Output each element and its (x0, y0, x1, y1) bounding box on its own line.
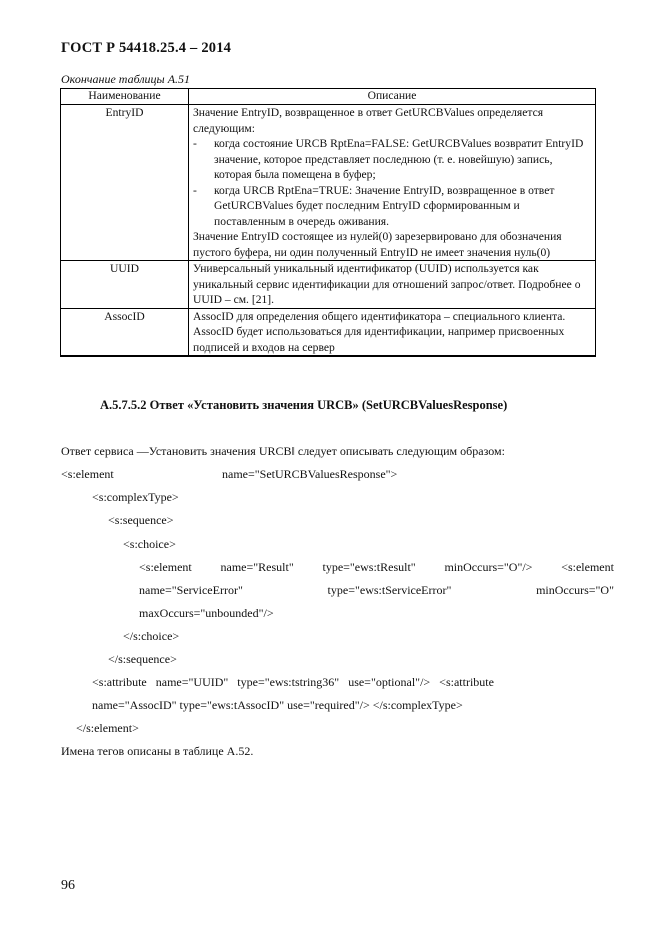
code-line: </s:choice> (123, 629, 180, 643)
table-header-row (61, 89, 596, 105)
code-line: <s:choice> (123, 537, 176, 551)
code-line: </s:element> (76, 721, 139, 735)
code-line: name="AssocID" type="ews:tAssocID" use="required"/> </s:complexType> (92, 698, 463, 712)
code-line: maxOccurs="unbounded"/> (139, 606, 274, 620)
row-name: AssocID (61, 308, 189, 356)
page-number: 96 (61, 878, 75, 893)
bullet-text: когда состояние URCB RptEna=FALSE: GetURCBValues возвратит EntryID значение, которое представляет последнюю (т. е. новейшую) запись, которая была помещена в буфер; (214, 137, 584, 181)
code-token: minOccurs="O" (536, 583, 614, 597)
column-header-name: Наименование (61, 89, 189, 105)
row-description: AssocID для определения общего идентификатора – специального клиента. AssocID будет использоваться для идентификации, например присвоенных подписей и входов на сервер (189, 308, 596, 356)
description-intro: Значение EntryID, возвращенное в ответ GetURCBValues определяется следующим: (193, 106, 544, 135)
code-line: </s:sequence> (108, 652, 177, 666)
code-line: <s:attribute name="UUID" type="ews:tstring36" use="optional"/> <s:attribute (92, 675, 494, 689)
code-line (139, 560, 614, 575)
code-line: <s:sequence> (108, 513, 174, 527)
bullet-item: - когда состояние URCB RptEna=FALSE: GetURCBValues возвратит EntryID значение, которое представляет последнюю (т. е. новейшую) запись, которая была помещена в буфер; (193, 136, 592, 183)
table-row (61, 105, 596, 261)
code-line: name="SetURCBValuesResponse"> (222, 467, 398, 481)
body-outro: Имена тегов описаны в таблице А.52. (61, 744, 254, 758)
code-token: <s:element (561, 560, 614, 574)
section-heading: А.5.7.5.2 Ответ «Установить значения URCB» (SetURCBValuesResponse) (100, 398, 508, 412)
code-line (139, 583, 614, 598)
row-name: EntryID (61, 105, 189, 261)
bullet-text: когда URCB RptEna=TRUE: Значение EntryID, возвращенное в ответ GetURCBValues будет последним EntryID сформированным и поставленным в очередь оживания. (214, 183, 555, 228)
body-intro: Ответ сервиса ―Установить значения URCB‖ следует описывать следующим образом: (61, 444, 505, 458)
bullet-item: - когда URCB RptEna=TRUE: Значение EntryID, возвращенное в ответ GetURCBValues будет последним EntryID сформированным и поставленным в очередь оживания. (193, 183, 592, 230)
code-token: minOccurs="O"/> (444, 560, 533, 574)
document-header: ГОСТ Р 54418.25.4 – 2014 (61, 40, 232, 56)
row-description: Универсальный уникальный идентификатор (UUID) используется как уникальный сервис идентификации для отношений запрос/ответ. Подробнее о UUID – см. [21]. (189, 261, 596, 309)
definitions-table (60, 88, 596, 357)
row-name: UUID (61, 261, 189, 309)
code-line: <s:complexType> (92, 490, 179, 504)
table-row (61, 261, 596, 309)
column-header-description: Описание (189, 89, 596, 105)
table-caption: Окончание таблицы А.51 (61, 72, 191, 86)
table-row (61, 308, 596, 356)
row-description (189, 105, 596, 261)
code-token: <s:element (139, 560, 192, 574)
code-line: <s:element (61, 467, 114, 481)
code-token: type="ews:tResult" (322, 560, 416, 574)
code-token: type="ews:tServiceError" (327, 583, 452, 597)
code-token: name="ServiceError" (139, 583, 243, 597)
code-token: name="Result" (220, 560, 294, 574)
description-tail: Значение EntryID состоящее из нулей(0) зарезервировано для обозначения пустого буфера, ни один полученный EntryID не имеет значения нуль(0) (193, 230, 562, 259)
